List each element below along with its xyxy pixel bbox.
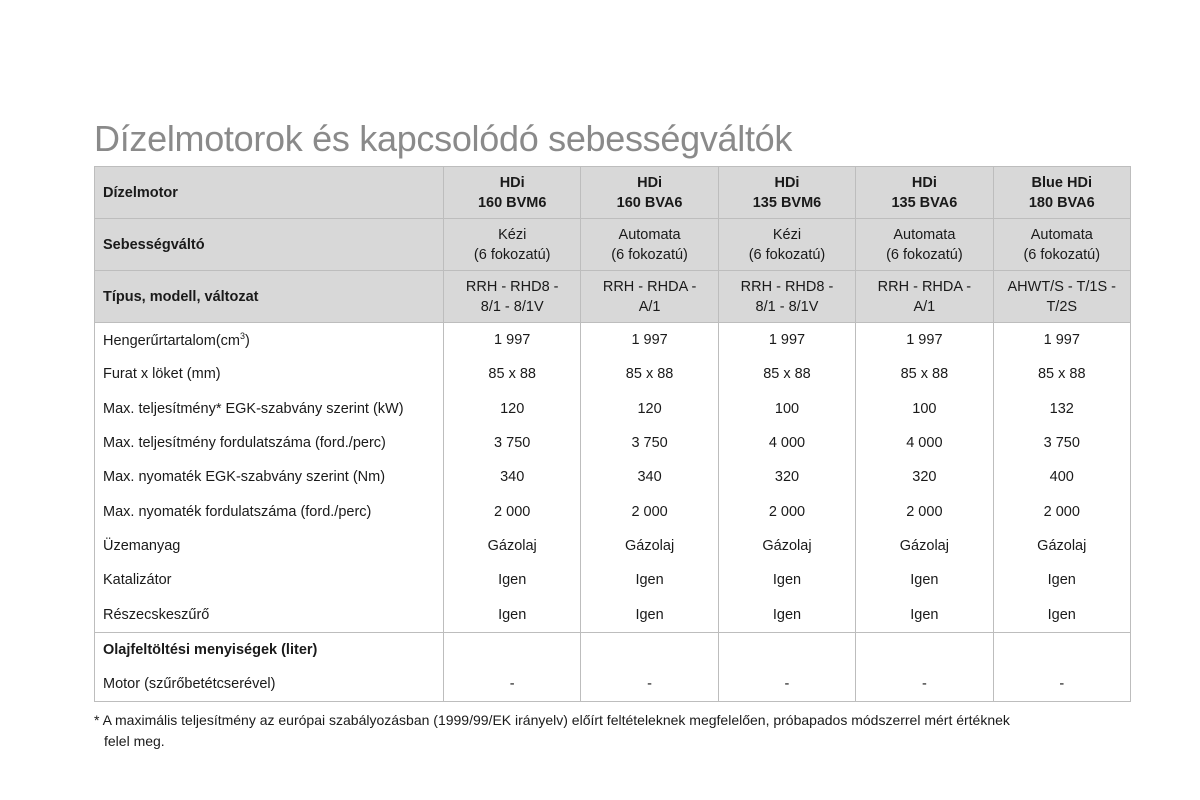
gearbox-cell: Automata (6 fokozatú) xyxy=(993,219,1130,271)
table-cell: 2 000 xyxy=(718,494,855,528)
table-cell: Igen xyxy=(718,563,855,597)
table-row xyxy=(95,494,1131,528)
gearbox-header-row xyxy=(95,219,1131,271)
table-cell: 132 xyxy=(993,392,1130,426)
engine-cell: Blue HDi 180 BVA6 xyxy=(993,167,1130,219)
table-cell: 320 xyxy=(856,460,993,494)
table-cell: - xyxy=(581,667,718,702)
gearbox-cell: Kézi (6 fokozatú) xyxy=(444,219,581,271)
row-label: Dízelmotor xyxy=(95,167,444,219)
table-cell: Igen xyxy=(856,563,993,597)
table-cell: - xyxy=(856,667,993,702)
gearbox-cell: Automata (6 fokozatú) xyxy=(581,219,718,271)
table-cell: Igen xyxy=(718,597,855,632)
table-cell: 85 x 88 xyxy=(856,357,993,391)
table-cell: Igen xyxy=(856,597,993,632)
engine-cell: HDi 135 BVA6 xyxy=(856,167,993,219)
oil-section-header xyxy=(95,632,1131,667)
type-cell: AHWT/S - T/1S - T/2S xyxy=(993,271,1130,323)
table-cell: 3 750 xyxy=(581,426,718,460)
table-cell: 2 000 xyxy=(856,494,993,528)
type-cell: RRH - RHD8 - 8/1 - 8/1V xyxy=(444,271,581,323)
table-cell: - xyxy=(718,667,855,702)
footnote-line: felel meg. xyxy=(104,733,165,749)
table-cell: Igen xyxy=(581,597,718,632)
type-cell: RRH - RHDA - A/1 xyxy=(856,271,993,323)
table-cell: 2 000 xyxy=(581,494,718,528)
type-cell: RRH - RHD8 - 8/1 - 8/1V xyxy=(718,271,855,323)
empty-cell xyxy=(581,632,718,667)
table-cell: 100 xyxy=(856,392,993,426)
empty-cell xyxy=(856,632,993,667)
row-label: $Hengerűrtartalom(cm^3)$ xyxy=(95,323,444,358)
table-cell: 320 xyxy=(718,460,855,494)
row-label: Max. teljesítmény* EGK-szabvány szerint (kW) xyxy=(95,392,444,426)
oil-section-title: Olajfeltöltési menyiségek (liter) xyxy=(95,632,444,667)
table-cell: Igen xyxy=(581,563,718,597)
table-cell: 85 x 88 xyxy=(718,357,855,391)
row-label: Max. nyomaték fordulatszáma (ford./perc) xyxy=(95,494,444,528)
table-cell: 3 750 xyxy=(993,426,1130,460)
engine-cell: HDi 135 BVM6 xyxy=(718,167,855,219)
spec-table xyxy=(94,166,1131,702)
row-label: Max. nyomaték EGK-szabvány szerint (Nm) xyxy=(95,460,444,494)
table-cell: 120 xyxy=(444,392,581,426)
row-label: Motor (szűrőbetétcserével) xyxy=(95,667,444,702)
row-label: Katalizátor xyxy=(95,563,444,597)
footnote-line: * A maximális teljesítmény az európai szabályozásban (1999/99/EK irányelv) előírt feltételeknek megfelelően, próbapados módszerrel mért értéknek xyxy=(94,712,1010,728)
table-cell: Igen xyxy=(444,563,581,597)
table-cell: Igen xyxy=(993,563,1130,597)
table-cell: 1 997 xyxy=(444,323,581,358)
engine-cell: HDi 160 BVA6 xyxy=(581,167,718,219)
table-cell: 2 000 xyxy=(444,494,581,528)
table-cell: 120 xyxy=(581,392,718,426)
table-cell: 340 xyxy=(444,460,581,494)
table-cell: - xyxy=(993,667,1130,702)
table-cell: Igen xyxy=(444,597,581,632)
table-row xyxy=(95,357,1131,391)
table-cell: 100 xyxy=(718,392,855,426)
table-cell: Igen xyxy=(993,597,1130,632)
table-cell: 3 750 xyxy=(444,426,581,460)
table-cell: 340 xyxy=(581,460,718,494)
row-label: Furat x löket (mm) xyxy=(95,357,444,391)
table-cell: 1 997 xyxy=(718,323,855,358)
type-header-row xyxy=(95,271,1131,323)
table-cell: 1 997 xyxy=(856,323,993,358)
table-cell: Gázolaj xyxy=(581,529,718,563)
row-label: Sebességváltó xyxy=(95,219,444,271)
empty-cell xyxy=(993,632,1130,667)
table-row xyxy=(95,667,1131,702)
empty-cell xyxy=(444,632,581,667)
footnote xyxy=(94,710,1124,752)
page-title: Dízelmotorok és kapcsolódó sebességváltók xyxy=(94,118,793,159)
row-label: Üzemanyag xyxy=(95,529,444,563)
engine-header-row xyxy=(95,167,1131,219)
table-row xyxy=(95,392,1131,426)
row-label: Részecskeszűrő xyxy=(95,597,444,632)
table-cell: 85 x 88 xyxy=(581,357,718,391)
table-cell: - xyxy=(444,667,581,702)
table-cell: 85 x 88 xyxy=(993,357,1130,391)
table-cell: 85 x 88 xyxy=(444,357,581,391)
gearbox-cell: Kézi (6 fokozatú) xyxy=(718,219,855,271)
table-row xyxy=(95,460,1131,494)
table-cell: 4 000 xyxy=(856,426,993,460)
table-row xyxy=(95,563,1131,597)
type-cell: RRH - RHDA - A/1 xyxy=(581,271,718,323)
gearbox-cell: Automata (6 fokozatú) xyxy=(856,219,993,271)
table-cell: 4 000 xyxy=(718,426,855,460)
table-row xyxy=(95,597,1131,632)
table-cell: Gázolaj xyxy=(444,529,581,563)
empty-cell xyxy=(718,632,855,667)
table-row xyxy=(95,323,1131,358)
engine-cell: HDi 160 BVM6 xyxy=(444,167,581,219)
table-cell: 1 997 xyxy=(993,323,1130,358)
table-row xyxy=(95,529,1131,563)
table-cell: Gázolaj xyxy=(718,529,855,563)
table-cell: Gázolaj xyxy=(993,529,1130,563)
table-cell: 1 997 xyxy=(581,323,718,358)
table-cell: Gázolaj xyxy=(856,529,993,563)
row-label: Típus, modell, változat xyxy=(95,271,444,323)
table-cell: 400 xyxy=(993,460,1130,494)
row-label: Max. teljesítmény fordulatszáma (ford./perc) xyxy=(95,426,444,460)
table-cell: 2 000 xyxy=(993,494,1130,528)
table-row xyxy=(95,426,1131,460)
